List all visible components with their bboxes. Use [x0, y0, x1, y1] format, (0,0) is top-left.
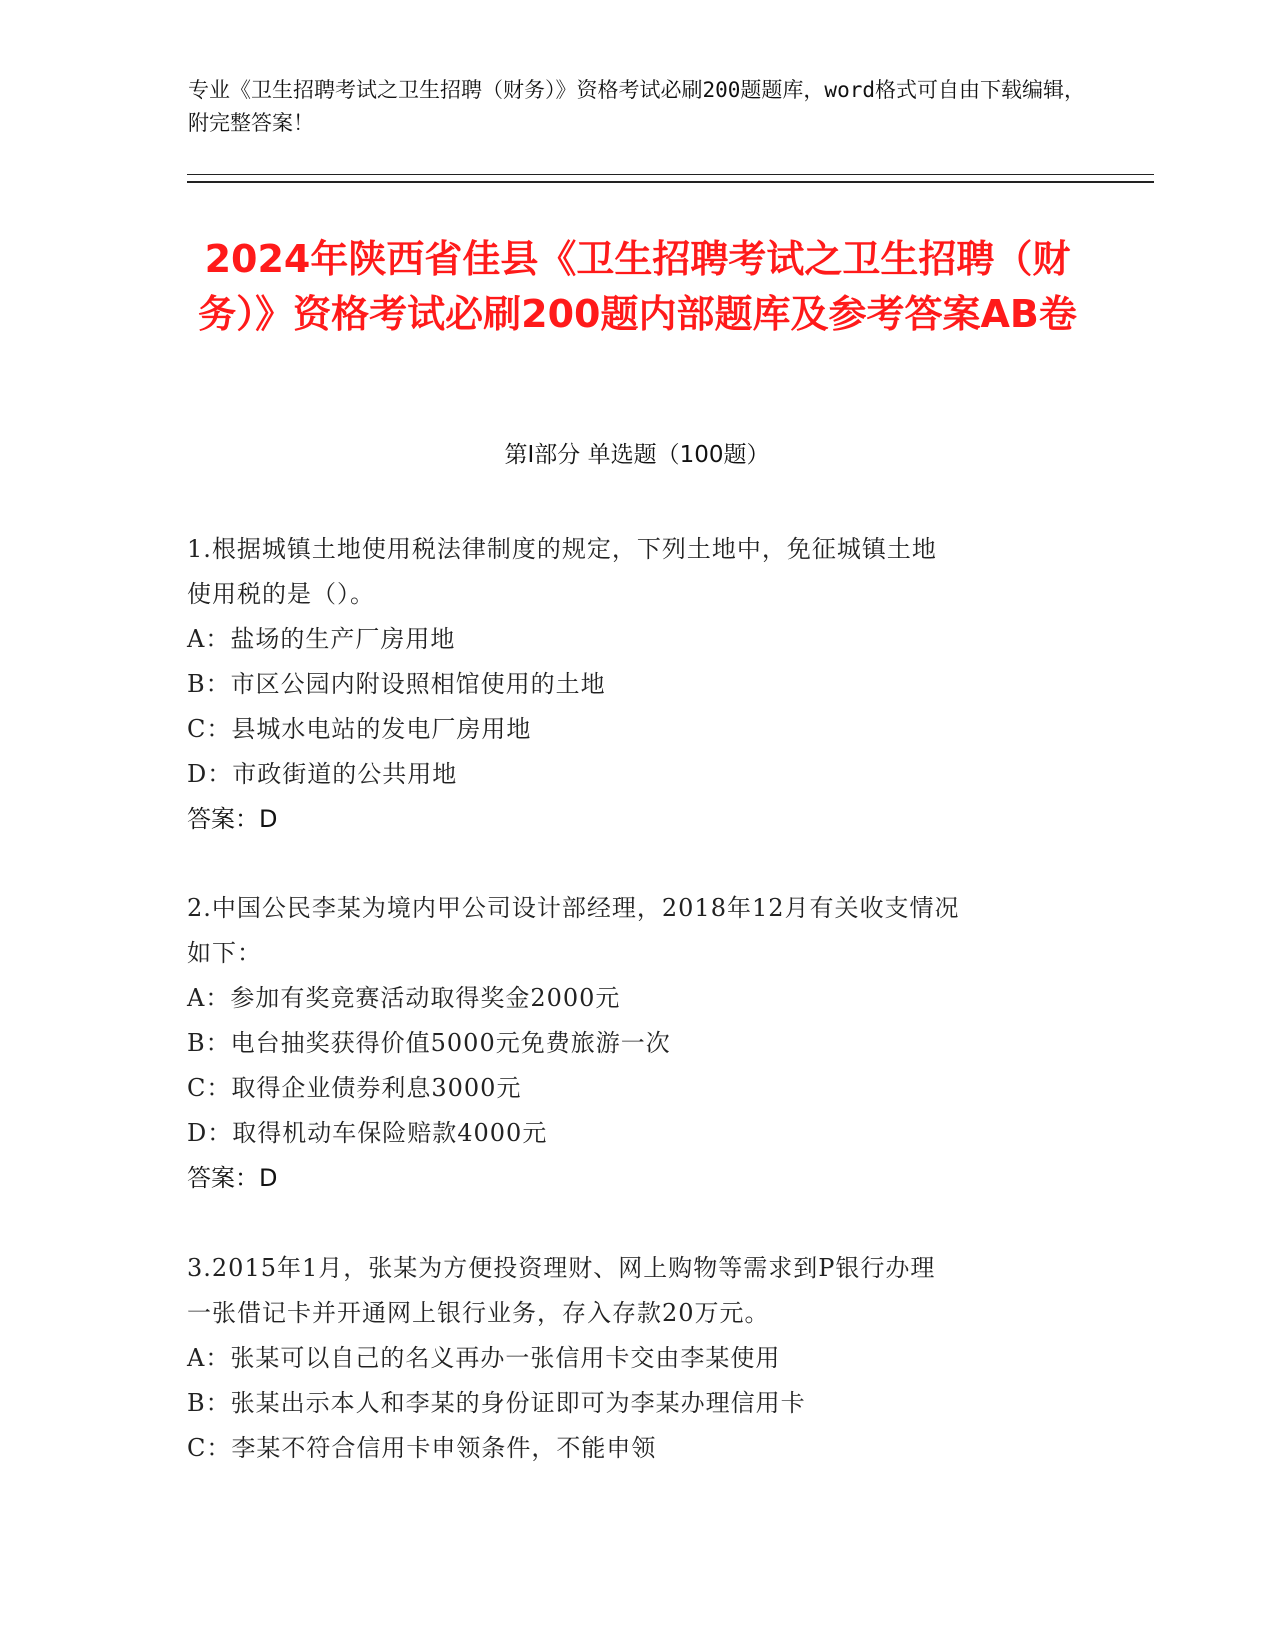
question-stem-line: 如下：	[187, 939, 262, 967]
question-2	[187, 886, 1087, 1201]
question-stem-line: 2.中国公民李某为境内甲公司设计部经理，2018年12月有关收支情况	[187, 894, 960, 922]
option-a: A：盐场的生产厂房用地	[187, 625, 456, 653]
option-d: D：取得机动车保险赔款4000元	[187, 1119, 548, 1147]
section-heading: 第Ⅰ部分 单选题（100题）	[504, 442, 770, 468]
answer: 答案：D	[187, 805, 278, 833]
question-3	[187, 1246, 1087, 1471]
option-d: D：市政街道的公共用地	[187, 760, 458, 788]
question-1	[187, 527, 1087, 842]
option-c: C：取得企业债券利息3000元	[187, 1074, 522, 1102]
question-stem-line: 一张借记卡并开通网上银行业务，存入存款20万元。	[187, 1299, 770, 1327]
option-c: C：县城水电站的发电厂房用地	[187, 715, 532, 743]
header-note: 专业《卫生招聘考试之卫生招聘（财务）》资格考试必刷200题题库，word格式可自由下载编辑，附完整答案！	[188, 78, 1085, 135]
answer: 答案：D	[187, 1164, 278, 1192]
question-stem-line: 1.根据城镇土地使用税法律制度的规定，下列土地中，免征城镇土地	[187, 535, 937, 563]
header-divider-thin	[187, 174, 1154, 175]
document-title: 2024年陕西省佳县《卫生招聘考试之卫生招聘（财务）》资格考试必刷200题内部题库及参考答案AB卷	[198, 237, 1077, 336]
option-a: A：参加有奖竞赛活动取得奖金2000元	[187, 984, 621, 1012]
question-stem-line: 3.2015年1月，张某为方便投资理财、网上购物等需求到P银行办理	[187, 1254, 936, 1282]
option-b: B：市区公园内附设照相馆使用的土地	[187, 670, 606, 698]
option-b: B：电台抽奖获得价值5000元免费旅游一次	[187, 1029, 671, 1057]
option-a: A：张某可以自己的名义再办一张信用卡交由李某使用	[187, 1344, 781, 1372]
option-b: B：张某出示本人和李某的身份证即可为李某办理信用卡	[187, 1389, 806, 1417]
question-stem-line: 使用税的是（）。	[187, 580, 375, 608]
option-c: C：李某不符合信用卡申领条件，不能申领	[187, 1434, 657, 1462]
header-divider-thick	[187, 181, 1154, 183]
